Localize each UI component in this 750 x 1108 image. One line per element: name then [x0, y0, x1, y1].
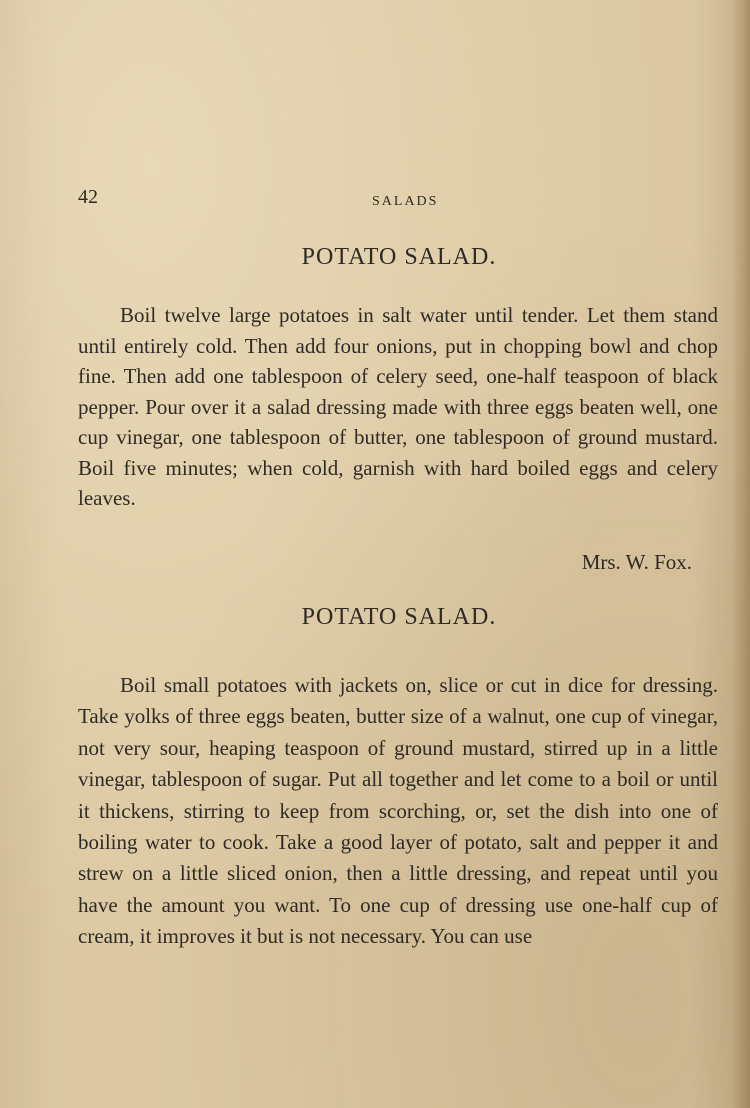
recipe-title: POTATO SALAD.: [301, 604, 497, 630]
recipe-body: Boil twelve large potatoes in salt water until tender. Let them stand until entirely cold. Then add four onions, put in chopping bowl and chop fine. Then add one tablespoon of celery seed, one-half teaspoon of black pepper. Pour over it a salad dressing made with three eggs beaten well, one cup vinegar, one tablespoon of butter, one tablespoon of ground mustard. Boil five minutes; when cold, garnish with hard boiled eggs and celery leaves.: [78, 303, 718, 510]
recipe-title: POTATO SALAD.: [301, 244, 497, 270]
page-header: [78, 186, 698, 216]
recipe-body: Boil small potatoes with jackets on, slice or cut in dice for dressing. Take yolks of three eggs beaten, butter size of a walnut, one cup of vinegar, not very sour, heaping teaspoon of ground mustard, stirred up in a little vinegar, tablespoon of sugar. Put all together and let come to a boil or until it thickens, stirring to keep from scorching, or, set the dish into one of boiling water to cook. Take a good layer of potato, salt and pepper it and strew on a little sliced onion, then a little dressing, and repeat until you have the amount you want. To one cup of dressing use one-half cup of cream, it improves it but is not necessary. You can use: [78, 673, 718, 949]
page-number: 42: [78, 186, 98, 208]
recipe-attribution: Mrs. W. Fox.: [581, 550, 692, 574]
page-edge-shadow: [732, 0, 750, 1108]
running-head: SALADS: [372, 194, 439, 209]
